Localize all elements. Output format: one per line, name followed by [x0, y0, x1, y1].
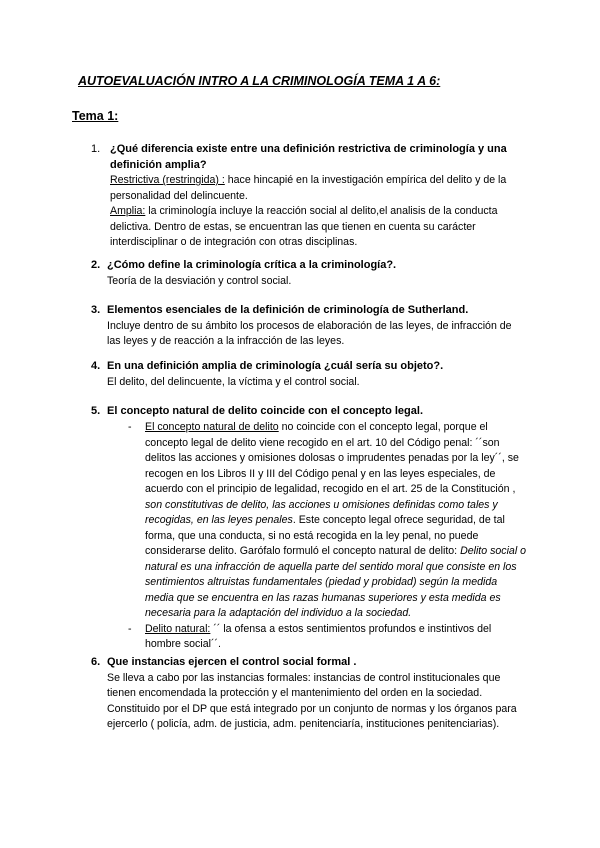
answer-label: Restrictiva (restringida) :	[110, 174, 225, 186]
question-text: Que instancias ejercen el control social formal .	[107, 656, 357, 668]
answer-text: Se lleva a cabo por las instancias formales: instancias de control institucionales que tienen encomendada la protección y el mantenimiento del orden en la sociedad. Constituido por el DP que está integrado por un conjunto de normas y los órganos para ejercerlo ( policía, adm. de justicia, adm. penitenciaría, instituciones penitenciarias).	[107, 671, 517, 730]
question-number: 6.	[91, 656, 101, 668]
dash-list	[128, 420, 528, 653]
item-text: . Este concepto legal ofrece seguridad, de tal forma, que una conducta, si no está recogida en la ley penal, no puede considerarse delito. Garófalo formuló el concepto natural de delito:	[145, 514, 505, 557]
question-2	[91, 258, 522, 289]
answer-text: El delito, del delincuente, la víctima y el control social.	[107, 375, 360, 388]
question-text: El concepto natural de delito coincide con el concepto legal.	[107, 405, 424, 417]
question-number: 3.	[91, 304, 101, 316]
question-5	[91, 404, 522, 420]
question-1	[91, 142, 525, 251]
question-text: ¿Qué diferencia existe entre una definición restrictiva de criminología y una definición amplia?	[110, 143, 507, 171]
question-4	[91, 359, 522, 390]
answer-text: la criminología incluye la reacción social al delito,el analisis de la conducta delictiva. Dentro de estas, se encuentran las que tienen en cuenta su carácter interdisciplinar o de integración con otras disciplinas.	[110, 205, 498, 248]
question-3	[91, 303, 522, 350]
item-italic-text: Delito social o natural es una infracción de aquella parte del sentido moral que consiste en los sentimientos altruistas fundamentales (piedad y probidad) según la medida media que se encuentra en las razas humanas superiores y esta medida es necesaria para la adaptación del individuo a la sociedad.	[145, 545, 527, 619]
list-item	[128, 622, 528, 653]
dash-bullet: -	[128, 421, 132, 433]
question-text: Elementos esenciales de la definición de criminología de Sutherland.	[107, 304, 469, 316]
question-number: 2.	[91, 259, 101, 271]
item-label: Delito natural:	[145, 622, 211, 635]
question-number: 4.	[91, 360, 101, 372]
answer-text: Teoría de la desviación y control social.	[107, 274, 292, 287]
question-number: 5.	[91, 405, 101, 417]
item-label: El concepto natural de delito	[145, 421, 279, 433]
question-number: 1.	[91, 143, 101, 155]
answer	[110, 204, 525, 251]
item-text: no coincide con el concepto legal, porque el concepto legal de delito viene recogido en el art. 10 del Código penal: ´´son delitos las acciones y omisiones dolosas o imprudentes penadas por la ley´´, se recogen en los Libros II y III del Código penal y en las leyes especiales, de acuerdo con el principio de legalidad, recogido en el art. 25 de la Constitución ,	[145, 421, 519, 495]
document-title: AUTOEVALUACIÓN INTRO A LA CRIMINOLOGÍA TEMA 1 A 6:	[78, 74, 441, 88]
dash-bullet: -	[128, 622, 132, 635]
item-italic-text: son constitutivas de delito, las acciones u omisiones definidas como tales y recogidas, en las leyes penales	[145, 498, 498, 526]
question-text: En una definición amplia de criminología ¿cuál sería su objeto?.	[107, 360, 444, 372]
answer-label: Amplia:	[110, 205, 146, 217]
question-text: ¿Cómo define la criminología crítica a la criminología?.	[107, 259, 397, 271]
item-text: ´´ la ofensa a estos sentimientos profundos e instintivos del hombre social´´.	[145, 622, 492, 650]
answer-text: hace hincapié en la investigación empírica del delito y de la personalidad del delincuente.	[110, 174, 507, 202]
question-6	[91, 655, 522, 733]
answer-text: Incluye dentro de su ámbito los procesos de elaboración de las leyes, de infracción de las leyes y de reacción a la infracción de las leyes.	[107, 319, 512, 347]
answer	[110, 173, 525, 204]
section-heading: Tema 1:	[72, 109, 119, 123]
list-item	[128, 420, 528, 622]
